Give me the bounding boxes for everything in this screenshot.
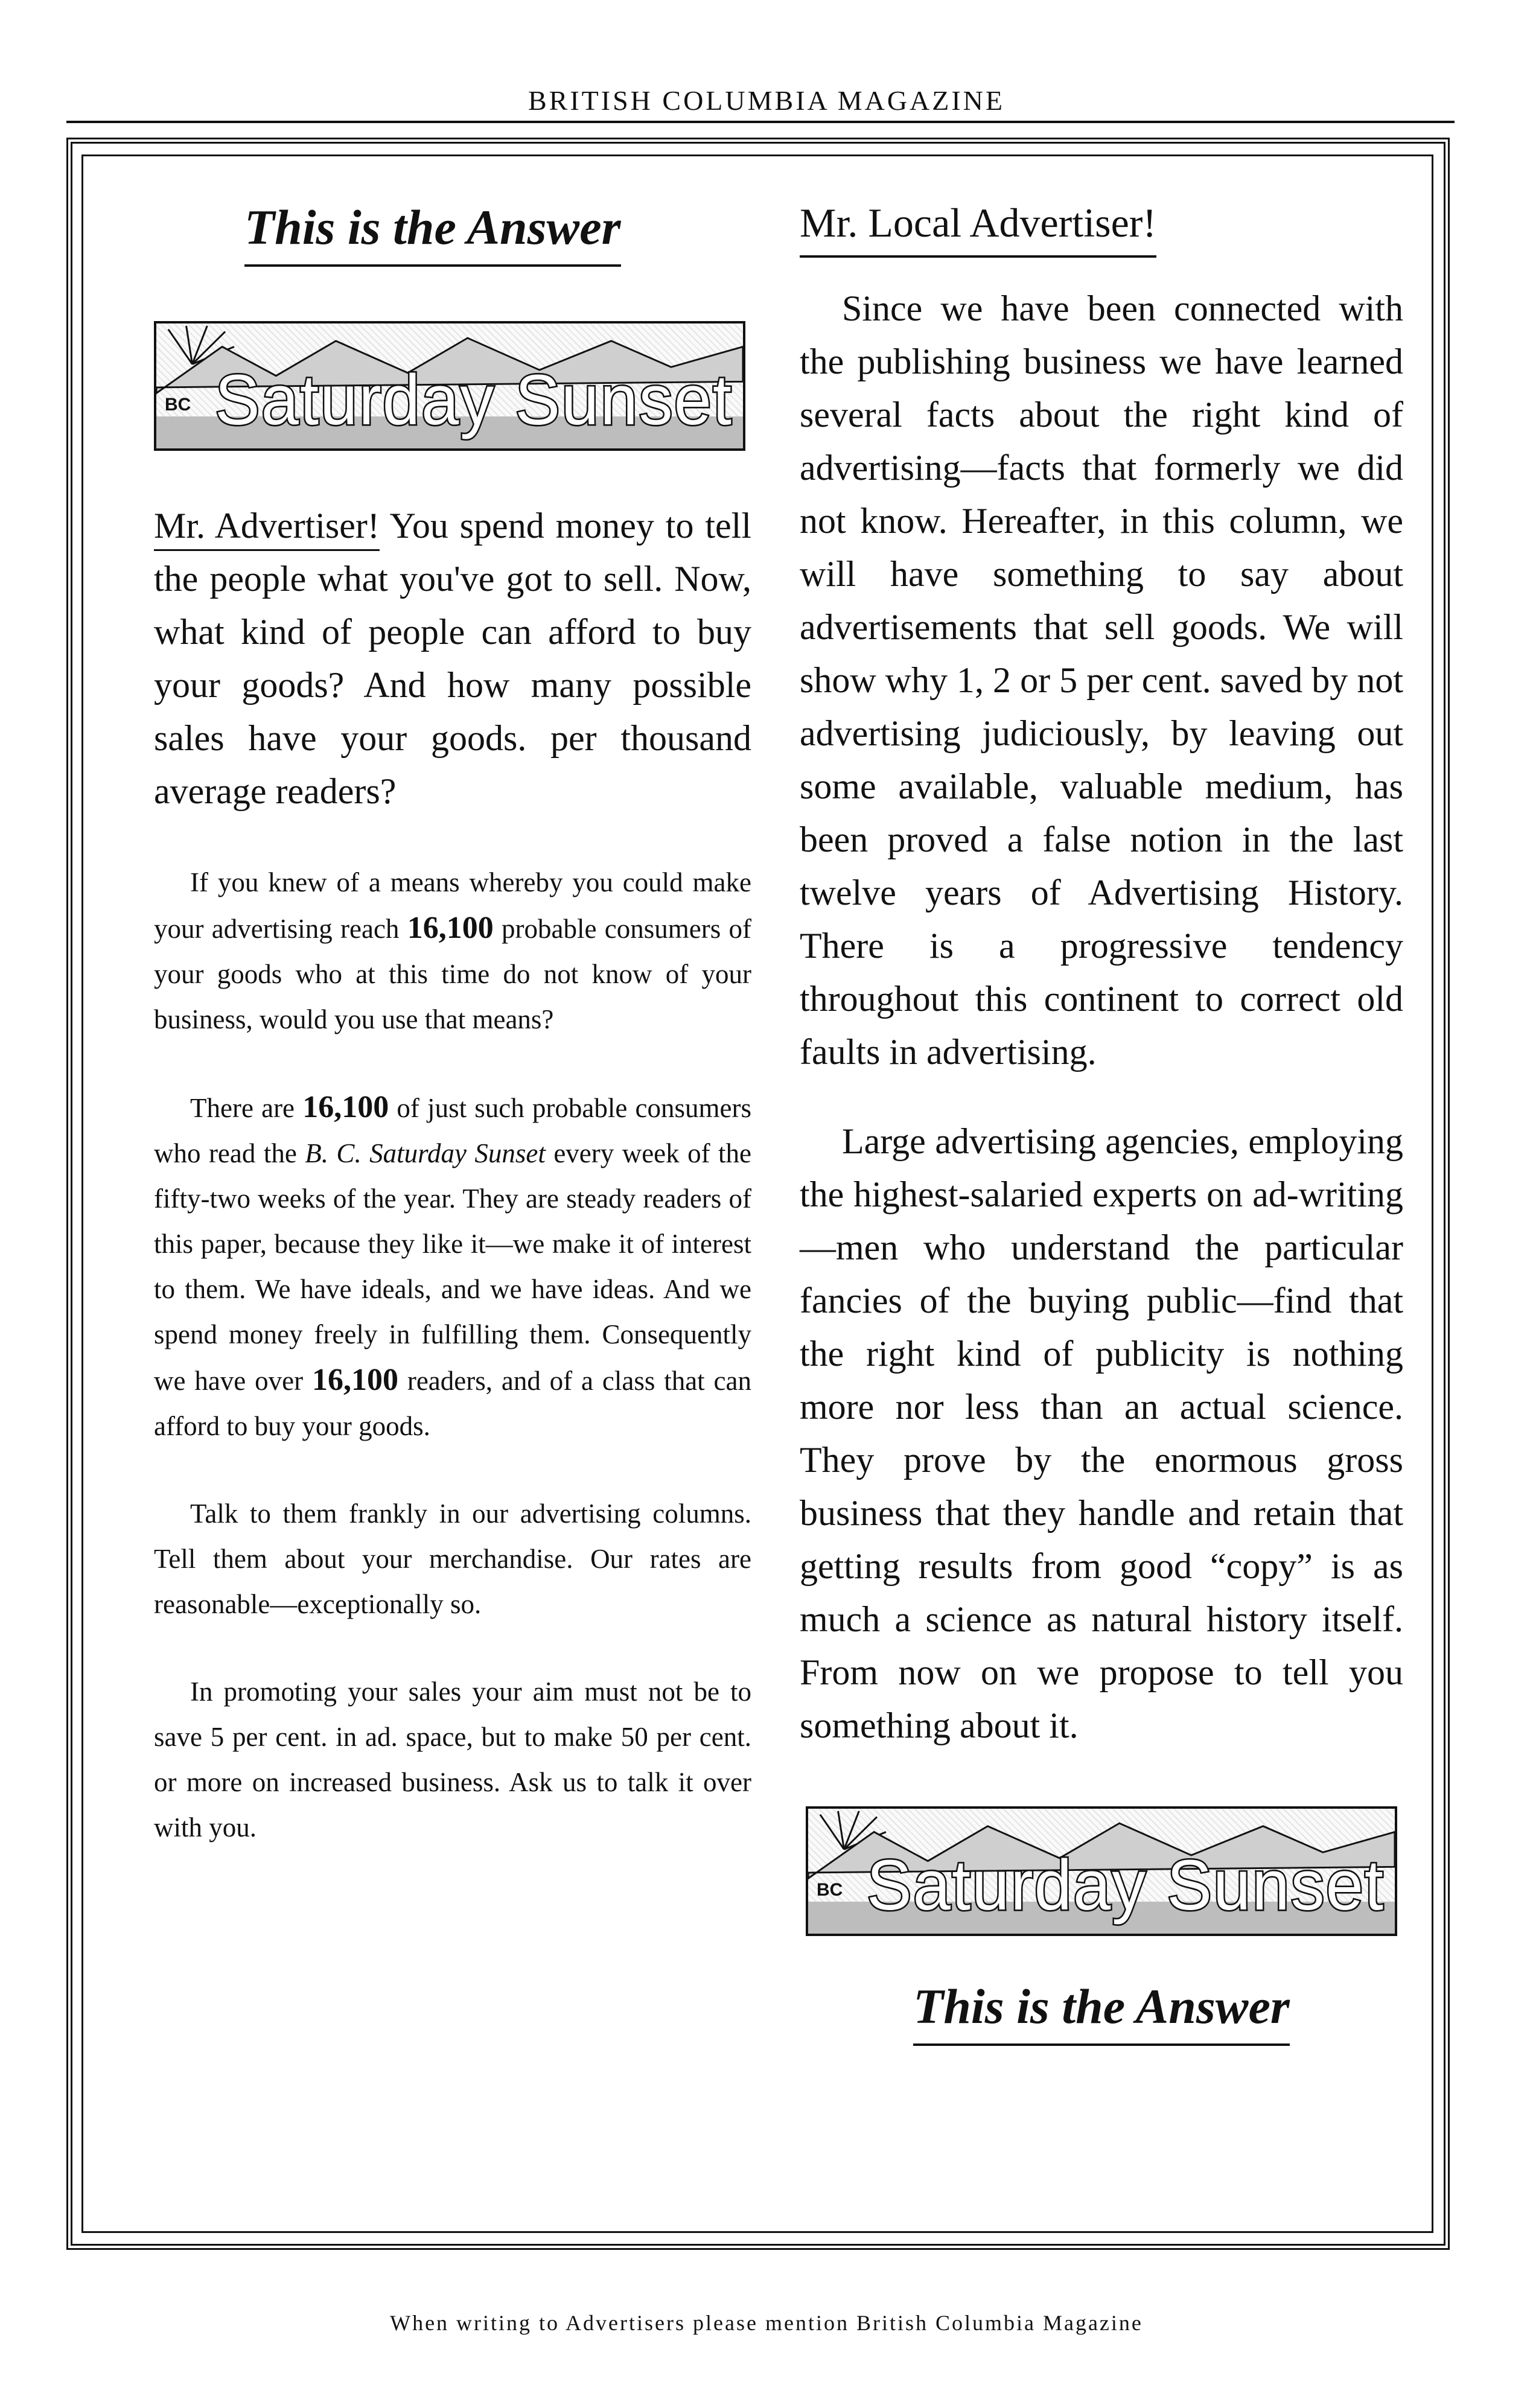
text-segment: every week of the fifty-two weeks of the year. They are steady readers of this paper, because they like it—we make it of interest to them. We have ideals, and we have ideas. And we spend money freely in fulfilling them. Consequently we have over: [154, 1138, 752, 1396]
left-paragraph-1: [154, 860, 751, 1042]
left-paragraph-4: In promoting your sales your aim must not be to save 5 per cent. in ad. space, but to make 50 per cent. or more on increased business. Ask us to talk it over with you.: [154, 1677, 751, 1843]
left-lead-text: You spend money to tell the people what you've got to sell. Now, what kind of people can afford to buy your goods? And how many possible sales have your goods. per thousand average readers?: [154, 506, 751, 811]
right-paragraph-2: Large advertising agencies, employing the highest-salaried experts on ad-writing—men who understand the particular fancies of the buying public—find that the right kind of publicity is nothing more nor less than an actual science. They prove by the enormous gross business that they handle and retain that getting results from good “copy” is as much a science as natural history itself. From now on we propose to tell you something about it.: [800, 1121, 1403, 1745]
text-segment: There are: [190, 1093, 303, 1123]
left-answer-title: This is the Answer: [244, 199, 621, 267]
text-segment: readers, and of a class that can afford to buy your goods.: [154, 1366, 751, 1441]
logo-wordmark: Saturday Sunset: [866, 1845, 1385, 1925]
left-paragraph-3: Talk to them frankly in our advertising columns. Tell them about your merchandise. Our rates are reasonable—exceptionally so.: [154, 1499, 751, 1619]
circulation-figure: 16,100: [302, 1090, 389, 1124]
saturday-sunset-logo-bottom: [806, 1806, 1397, 1936]
text-segment: of just such probable consumers who read the: [154, 1093, 751, 1168]
mr-advertiser-salutation: Mr. Advertiser!: [154, 506, 380, 551]
logo-bc-prefix: BC: [817, 1880, 843, 1900]
circulation-figure: 16,100: [311, 1363, 398, 1397]
text-segment: probable consumers of your goods who at this time do not know of your business, would you use that means?: [154, 914, 751, 1034]
left-lead-paragraph: [154, 499, 751, 818]
right-answer-title-wrap: [800, 1978, 1403, 2046]
right-answer-title: This is the Answer: [913, 1978, 1290, 2046]
newspaper-name: B. C. Saturday Sunset: [305, 1138, 546, 1168]
right-paragraph-1: Since we have been connected with the publishing business we have learned several facts about the right kind of advertising—facts that formerly we did not know. Hereafter, in this column, we will have something to say about advertisements that sell goods. We will show why 1, 2 or 5 per cent. saved by not advertising judiciously, by leaving out some available, valuable medium, has been proved a false notion in the last twelve years of Advertising History. There is a progressive tendency throughout this continent to correct old faults in advertising.: [800, 288, 1403, 1072]
circulation-figure: 16,100: [407, 911, 494, 945]
saturday-sunset-logo-top: [154, 321, 745, 451]
left-paragraph-2: [154, 1085, 751, 1449]
running-head: BRITISH COLUMBIA MAGAZINE: [528, 85, 1005, 116]
footer-notice: When writing to Advertisers please mention British Columbia Magazine: [390, 2311, 1143, 2335]
mr-local-advertiser-heading: Mr. Local Advertiser!: [800, 199, 1156, 258]
logo-wordmark: Saturday Sunset: [214, 360, 733, 440]
right-column: [800, 199, 1403, 2046]
logo-bc-prefix: BC: [165, 395, 191, 415]
header-rule: [66, 121, 1455, 123]
text-segment: If you knew of a means whereby you could make your advertising reach: [154, 867, 751, 944]
left-column: [154, 199, 751, 1850]
